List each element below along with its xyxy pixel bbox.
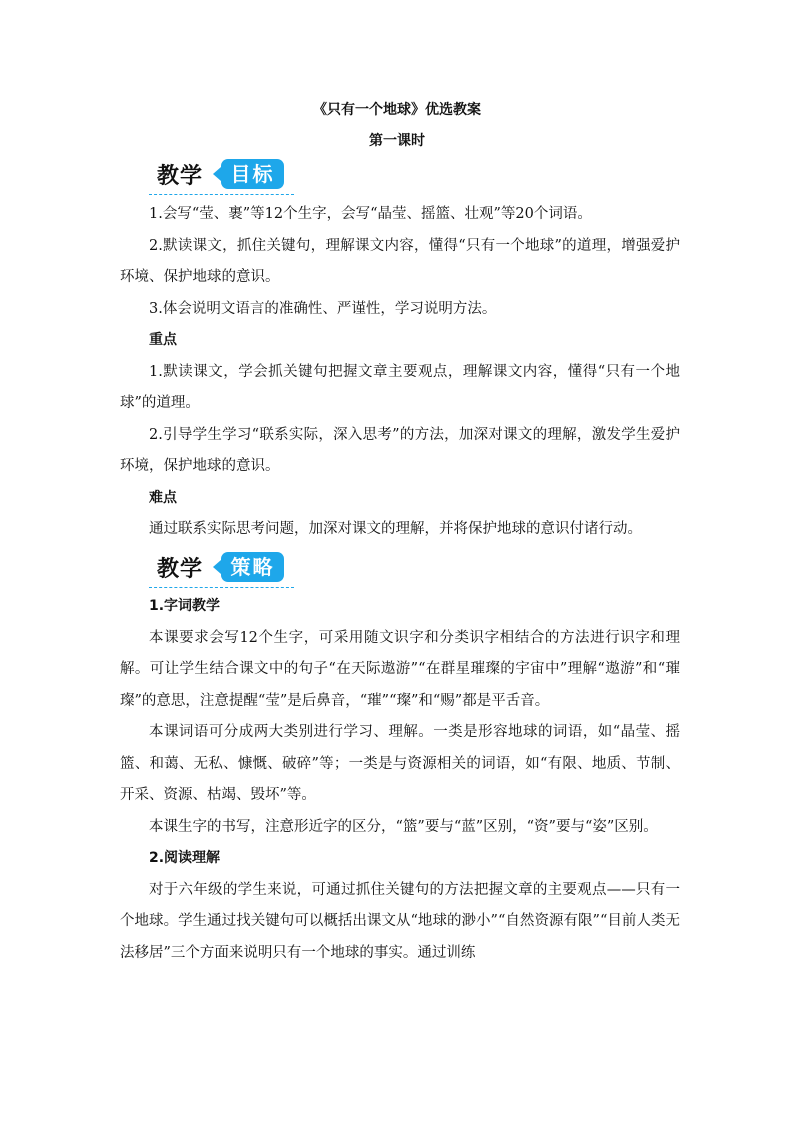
goal-item: 1.会写“莹、裹”等12个生字，会写“晶莹、摇篮、壮观”等20个词语。 [149, 206, 592, 222]
key-points-heading: 重点 [149, 332, 177, 348]
dashed-divider [149, 194, 294, 195]
goal-item: 2.默读课文，抓住关键句，理解课文内容，懂得“只有一个地球”的道理，增强爱护环境、保护地球的意识。 [120, 237, 680, 285]
lesson-period: 第一课时 [369, 133, 425, 149]
section-tag: 目标 [221, 159, 284, 189]
key-point-item: 2.引导学生学习“联系实际，深入思考”的方法，加深对课文的理解，激发学生爱护环境，保护地球的意识。 [120, 426, 680, 474]
goal-item: 3.体会说明文语言的准确性、严谨性，学习说明方法。 [149, 300, 497, 317]
key-point-item: 1.默读课文，学会抓关键句把握文章主要观点，理解课文内容，懂得“只有一个地球”的道理。 [120, 363, 680, 411]
difficulty-heading: 难点 [149, 489, 177, 506]
section-word: 教学 [157, 164, 204, 189]
section-header-strategy [149, 550, 294, 588]
document-title: 《只有一个地球》优选教案 [313, 102, 481, 118]
paragraph: 对于六年级的学生来说，可通过抓住关键句的方法把握文章的主要观点——只有一个地球。学生通过找关键句可以概括出课文从“地球的渺小”“自然资源有限”“目前人类无法移居”三个方面来说明只有一个地球的事实。通过训练 [120, 881, 680, 961]
section-word: 教学 [157, 557, 204, 582]
goals-content [120, 199, 680, 546]
subheading-vocabulary: 1.字词教学 [149, 598, 221, 614]
subheading-reading: 2.阅读理解 [149, 850, 221, 866]
paragraph: 本课词语可分成两大类别进行学习、理解。一类是形容地球的词语，如“晶莹、摇篮、和蔼、无私、慷慨、破碎”等；一类是与资源相关的词语，如“有限、地质、节制、开采、资源、枯竭、毁坏”等。 [120, 724, 680, 803]
difficulty-text: 通过联系实际思考问题，加深对课文的理解，并将保护地球的意识付诸行动。 [149, 521, 642, 537]
section-header-goals [149, 157, 294, 195]
dashed-divider [149, 587, 294, 588]
paragraph: 本课要求会写12个生字，可采用随文识字和分类识字相结合的方法进行识字和理解。可让学生结合课文中的句子“在天际遨游”“在群星璀璨的宇宙中”理解“遨游”和“璀璨”的意思，注意提醒“莹”是后鼻音，“璀”“璨”和“赐”都是平舌音。 [120, 629, 680, 709]
strategy-content [120, 591, 680, 969]
section-tag: 策略 [221, 552, 284, 582]
paragraph: 本课生字的书写，注意形近字的区分，“篮”要与“蓝”区别，“资”要与“姿”区别。 [149, 818, 658, 835]
